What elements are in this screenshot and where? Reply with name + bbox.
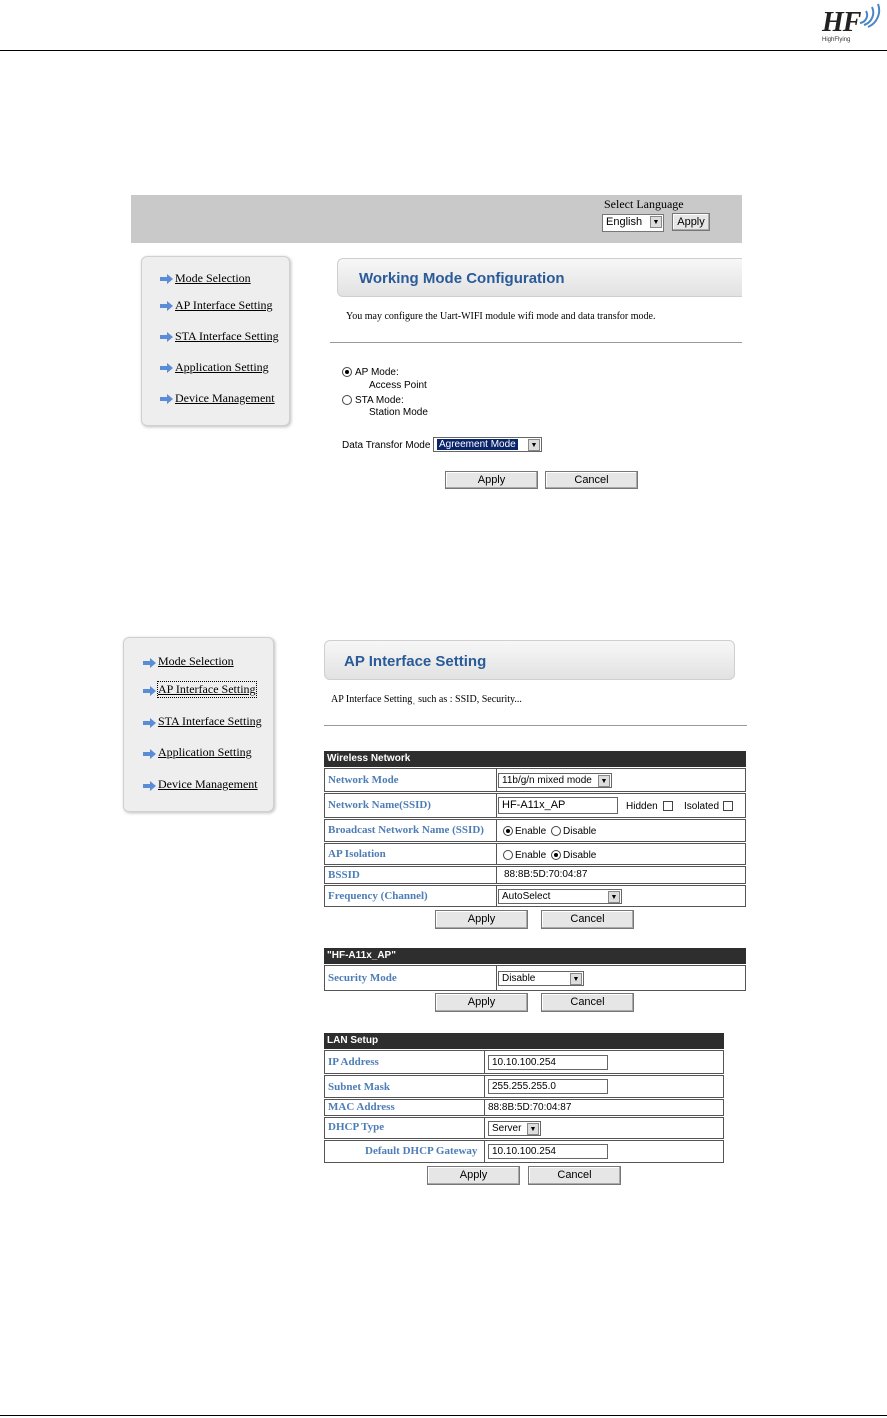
ap-isolation-label: AP Isolation bbox=[328, 848, 386, 860]
lan-setup-header: LAN Setup bbox=[324, 1033, 724, 1049]
nav-ap-interface-setting[interactable]: AP Interface Setting bbox=[158, 682, 256, 696]
arrow-right-icon bbox=[160, 274, 173, 284]
ssid-label: Network Name(SSID) bbox=[328, 799, 431, 811]
data-transfer-select[interactable] bbox=[433, 437, 542, 452]
isolation-enable-label: Enable bbox=[515, 850, 547, 861]
broadcast-label: Broadcast Network Name (SSID) bbox=[328, 824, 484, 836]
security-mode-value: Disable bbox=[502, 973, 536, 984]
isolation-enable-radio[interactable] bbox=[503, 850, 513, 860]
page-description: You may configure the Uart-WIFI module wifi mode and data transfor mode. bbox=[346, 311, 656, 322]
page-title-2: AP Interface Setting bbox=[344, 653, 487, 670]
wireless-apply-button[interactable]: Apply bbox=[435, 910, 528, 929]
dhcp-type-label: DHCP Type bbox=[328, 1121, 385, 1133]
working-mode-screenshot bbox=[131, 195, 742, 493]
language-value: English bbox=[606, 216, 643, 228]
mac-address-label: MAC Address bbox=[328, 1101, 395, 1113]
subnet-mask-label: Subnet Mask bbox=[328, 1081, 391, 1093]
footer-rule bbox=[0, 1415, 887, 1416]
dhcp-type-select[interactable] bbox=[488, 1121, 541, 1136]
ip-address-input[interactable]: 10.10.100.254 bbox=[488, 1055, 608, 1070]
select-language-label: Select Language bbox=[604, 197, 684, 211]
cell-divider bbox=[496, 794, 497, 817]
nav-sta-interface-setting[interactable]: STA Interface Setting bbox=[175, 329, 279, 343]
sta-mode-label: STA Mode: bbox=[355, 395, 404, 406]
arrow-right-icon bbox=[143, 658, 156, 668]
ip-address-row bbox=[324, 1050, 724, 1074]
broadcast-enable-radio[interactable] bbox=[503, 826, 513, 836]
broadcast-enable-label: Enable bbox=[515, 826, 547, 837]
highflying-logo bbox=[818, 3, 884, 47]
chevron-down-icon: ▼ bbox=[598, 775, 610, 787]
sta-mode-description: Station Mode bbox=[369, 407, 428, 418]
arrow-right-icon bbox=[160, 332, 173, 342]
sidebar bbox=[141, 256, 290, 426]
frequency-value: AutoSelect bbox=[502, 891, 551, 902]
frequency-select[interactable] bbox=[498, 889, 622, 904]
arrow-right-icon bbox=[143, 781, 156, 791]
cell-divider bbox=[496, 844, 497, 864]
bssid-value: 88:8B:5D:70:04:87 bbox=[504, 869, 588, 880]
dhcp-type-row bbox=[324, 1117, 724, 1139]
data-transfer-label: Data Transfor Mode bbox=[342, 440, 431, 451]
cell-divider bbox=[496, 769, 497, 791]
network-mode-row bbox=[324, 768, 746, 792]
nav-ap-interface-setting[interactable]: AP Interface Setting bbox=[175, 298, 273, 312]
arrow-right-icon bbox=[160, 301, 173, 311]
apply-button[interactable]: Apply bbox=[445, 471, 538, 489]
chevron-down-icon: ▼ bbox=[527, 1123, 539, 1135]
sidebar-2 bbox=[123, 637, 274, 812]
arrow-right-icon bbox=[143, 749, 156, 759]
wireless-cancel-button[interactable]: Cancel bbox=[541, 910, 634, 929]
cell-divider bbox=[484, 1118, 485, 1138]
subnet-mask-input[interactable]: 255.255.255.0 bbox=[488, 1079, 608, 1094]
cell-divider bbox=[496, 966, 497, 990]
divider bbox=[330, 342, 742, 343]
security-mode-label: Security Mode bbox=[328, 972, 397, 984]
chevron-down-icon: ▼ bbox=[650, 216, 662, 228]
network-mode-select[interactable] bbox=[498, 773, 612, 788]
network-mode-value: 11b/g/n mixed mode bbox=[502, 775, 592, 786]
lan-apply-button[interactable]: Apply bbox=[427, 1166, 520, 1185]
arrow-right-icon bbox=[160, 363, 173, 373]
hidden-checkbox[interactable] bbox=[663, 801, 673, 811]
nav-mode-selection[interactable]: Mode Selection bbox=[158, 654, 234, 668]
cell-divider bbox=[484, 1051, 485, 1073]
chevron-down-icon: ▼ bbox=[570, 973, 582, 985]
language-apply-button[interactable]: Apply bbox=[672, 213, 710, 231]
ssid-row bbox=[324, 793, 746, 818]
chevron-down-icon: ▼ bbox=[528, 439, 540, 451]
header-rule bbox=[0, 50, 887, 51]
nav-device-management[interactable]: Device Management bbox=[175, 391, 275, 405]
cell-divider bbox=[496, 867, 497, 883]
language-bar bbox=[131, 195, 742, 243]
mac-address-row bbox=[324, 1099, 724, 1116]
broadcast-disable-label: Disable bbox=[563, 826, 597, 837]
ssid-input[interactable]: HF-A11x_AP bbox=[498, 797, 618, 814]
cancel-button[interactable]: Cancel bbox=[545, 471, 638, 489]
nav-device-management[interactable]: Device Management bbox=[158, 777, 258, 791]
bssid-row bbox=[324, 866, 746, 884]
security-mode-select[interactable] bbox=[498, 971, 584, 986]
logo-tagline: HighFlying bbox=[822, 37, 851, 43]
sta-mode-radio[interactable] bbox=[342, 395, 352, 405]
broadcast-disable-radio[interactable] bbox=[551, 826, 561, 836]
nav-mode-selection[interactable]: Mode Selection bbox=[175, 271, 251, 285]
arrow-right-icon bbox=[143, 686, 156, 696]
isolated-label: Isolated bbox=[684, 801, 720, 812]
mac-address-value: 88:8B:5D:70:04:87 bbox=[488, 1102, 572, 1113]
page-title: Working Mode Configuration bbox=[359, 270, 565, 287]
cell-divider bbox=[484, 1076, 485, 1097]
security-cancel-button[interactable]: Cancel bbox=[541, 993, 634, 1012]
page-title-box bbox=[337, 258, 742, 297]
bssid-label: BSSID bbox=[328, 869, 360, 881]
chevron-down-icon: ▼ bbox=[608, 891, 620, 903]
gateway-row bbox=[324, 1140, 724, 1163]
page-title-box-2 bbox=[324, 640, 735, 680]
hidden-label: Hidden bbox=[626, 801, 658, 812]
network-mode-label: Network Mode bbox=[328, 774, 399, 786]
nav-application-setting[interactable]: Application Setting bbox=[158, 745, 252, 759]
gateway-label: Default DHCP Gateway bbox=[365, 1145, 478, 1157]
isolation-disable-radio[interactable] bbox=[551, 850, 561, 860]
isolation-disable-label: Disable bbox=[563, 850, 597, 861]
cell-divider bbox=[484, 1100, 485, 1115]
frequency-label: Frequency (Channel) bbox=[328, 890, 428, 902]
ap-mode-radio[interactable] bbox=[342, 367, 352, 377]
security-mode-row bbox=[324, 965, 746, 991]
ap-isolation-row bbox=[324, 843, 746, 865]
nav-sta-interface-setting[interactable]: STA Interface Setting bbox=[158, 714, 262, 728]
wifi-signal-icon bbox=[856, 3, 882, 29]
ip-address-label: IP Address bbox=[328, 1056, 379, 1068]
cell-divider bbox=[484, 1141, 485, 1162]
cell-divider bbox=[496, 820, 497, 841]
divider-2 bbox=[324, 725, 747, 726]
data-transfer-value: Agreement Mode bbox=[439, 439, 516, 450]
arrow-right-icon bbox=[143, 718, 156, 728]
dhcp-type-value: Server bbox=[492, 1123, 522, 1134]
isolated-checkbox[interactable] bbox=[723, 801, 733, 811]
nav-application-setting[interactable]: Application Setting bbox=[175, 360, 269, 374]
ap-mode-description: Access Point bbox=[369, 380, 427, 391]
language-select[interactable] bbox=[602, 214, 664, 232]
gateway-input[interactable]: 10.10.100.254 bbox=[488, 1144, 608, 1159]
subnet-mask-row bbox=[324, 1075, 724, 1098]
wireless-network-header: Wireless Network bbox=[324, 751, 746, 767]
logo-brand: HF bbox=[822, 7, 861, 38]
lan-cancel-button[interactable]: Cancel bbox=[528, 1166, 621, 1185]
security-apply-button[interactable]: Apply bbox=[435, 993, 528, 1012]
cell-divider bbox=[496, 886, 497, 906]
page-description-2: AP Interface Settingˌ such as : SSID, Security... bbox=[331, 694, 522, 705]
ap-mode-label: AP Mode: bbox=[355, 367, 399, 378]
broadcast-row bbox=[324, 819, 746, 842]
security-header: "HF-A11x_AP" bbox=[324, 948, 746, 964]
frequency-row bbox=[324, 885, 746, 907]
arrow-right-icon bbox=[160, 394, 173, 404]
